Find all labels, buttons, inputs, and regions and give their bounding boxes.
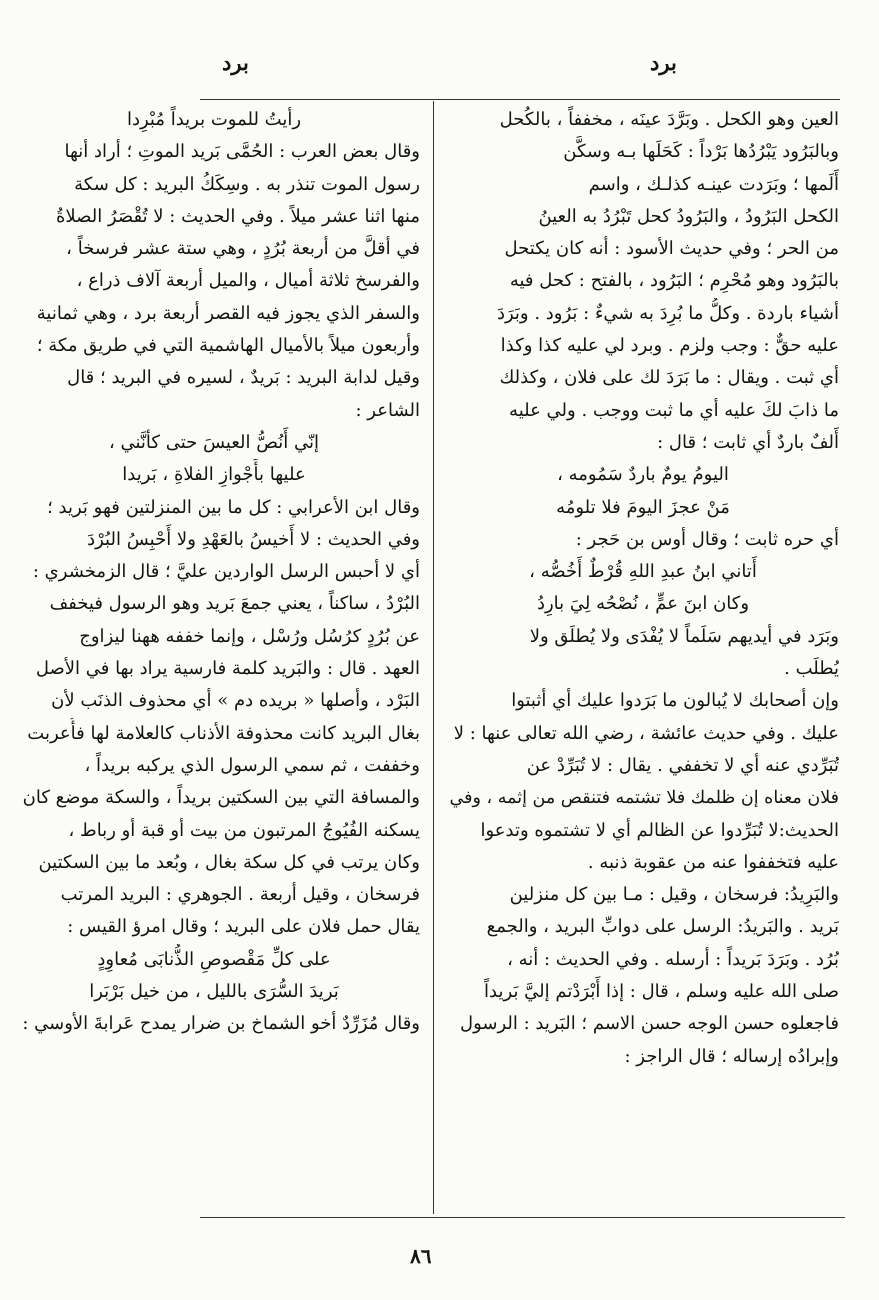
text-line: أي ثبت . ويقال : ما بَرَدَ لك على فلان ، وكذلك: [499, 367, 839, 389]
text-line: أي لا أحبس الرسل الواردين عليَّ ؛ قال الزمخشري :: [32, 561, 420, 583]
text-line: فاجعلوه حسن الوجه حسن الاسم ؛ البَريد : الرسول: [460, 1013, 839, 1035]
text-line: أي حره ثابت ؛ وقال أوس بن حَجر :: [575, 528, 839, 550]
text-line: العين وهو الكحل . وبَرَّدَ عينَه ، مخففاً ، بالكُحل: [499, 109, 839, 130]
text-line: عليه فتخففوا عنه من عقوبة ذنبه .: [587, 851, 839, 873]
text-line: وخففت ، ثم سمي الرسول الذي يركبه بريداً ،: [84, 754, 420, 776]
text-line: وقال مُزَرِّدٌ أخو الشماخ بن ضرار يمدح عَرابةَ الأوسي :: [22, 1013, 420, 1035]
text-line: بغال البريد كانت محذوفة الأذناب كالعلامة لها فأُعربت: [27, 722, 420, 744]
text-line: عن بُرُدٍ كرُسُل ورُسْل ، وإنما خففه ههنا ليزاوج: [79, 625, 420, 647]
verse-line: رأيتُ للموت بريداً مُبْرِدا: [126, 109, 302, 130]
text-line: رسول الموت تنذر به . وسِكَكُ البريد : كل سكة: [74, 173, 420, 195]
text-line: والبَرِيدُ: فرسخان ، وقيل : مـا بين كل منزلين: [509, 884, 839, 906]
top-rule: [200, 99, 840, 100]
text-line: وكان يرتب في كل سكة بغال ، وبُعد ما بين السكتين: [38, 851, 420, 873]
text-line: وقال ابن الأعرابي : كل ما بين المنزلتين فهو بَريد ؛: [47, 496, 420, 518]
text-line: وإبرادُه إرساله ؛ قال الراجز :: [624, 1045, 839, 1067]
text-line: يسكنه الفُيُوجُ المرتبون من بيت أو قبة أو رباط ،: [68, 819, 420, 841]
text-line: عليه حقٌّ : وجب ولزم . وبرد لي عليه كذا وكذا: [500, 335, 839, 357]
text-line: البَرْد ، وأصلها « بريده دم » أي محذوف الذنَب لأن: [51, 690, 420, 712]
text-line: يقال حمل فلان على البريد ؛ وقال امرؤ القيس :: [67, 916, 420, 938]
column-divider: [433, 101, 434, 1214]
text-line: عليك . وفي حديث عائشة ، رضي الله تعالى عنها : لا: [453, 722, 839, 744]
page-number: ٨٦: [410, 1244, 432, 1268]
text-line: الشاعر :: [355, 399, 420, 421]
text-line: بَريد . والبَريدُ: الرسل على دوابِّ البريد ، والجمع: [486, 916, 839, 938]
text-line: وبالبَرُود يَبْرُدُها بَرْداً : كَحَلَها بـه وسكَّن: [563, 141, 839, 163]
text-line: الكحل البَرُودُ ، والبَرُودُ كحل تَبْرُدُ به العينُ: [538, 205, 839, 227]
verse-line: أَتاني ابنُ عبدِ اللهِ قُرْطٌ أَخُصُّه ،: [529, 561, 757, 583]
text-line: وبَرَد في أيديهم سَلَماً لا يُفْدَى ولا يُطلَق ولا: [529, 625, 839, 647]
text-line: وإن أصحابك لا يُبالون ما بَرَدوا عليك أي أثبتوا: [511, 690, 839, 712]
text-line: وقال بعض العرب : الحُمَّى بَريد الموتِ ؛ أراد أنها: [64, 141, 420, 163]
text-line: بالبَرُود وهو مُحْرِم ؛ البَرُود ، بالفتح : كحل فيه: [509, 270, 839, 292]
text-line: تُبَرِّدي عنه أي لا تخففي . يقال : لا تُبَرِّدْ عن: [526, 754, 839, 776]
text-line: وفي الحديث : لا أَخيسُ بالعَهْدِ ولا أَحْبِسُ البُرْدَ: [87, 528, 420, 550]
verse-line: وكان ابنَ عمٍّ ، نُصْحُه لِيَ بارِدُ: [536, 593, 750, 615]
text-line: يُطلَب .: [784, 658, 839, 680]
text-line: وقيل لدابة البريد : بَريدٌ ، لسيره في البريد ؛ قال: [67, 367, 420, 389]
text-line: العهد . قال : والبَريد كلمة فارسية يراد بها في الأصل: [35, 658, 420, 680]
text-line: ما ذابَ لكَ عليه أي ما ثبت ووجب . ولي عليه: [509, 399, 839, 421]
verse-line: عليها بأَجْوازِ الفلاةِ ، بَريدا: [122, 464, 306, 486]
text-line: أشياء باردة . وكلُّ ما بُرِدَ به شيءٌ : بَرُود . وبَرَدَ: [496, 302, 839, 324]
text-line: بُرُد . وبَرَدَ بَريداً : أرسله . وفي الحديث : أنه ،: [507, 948, 839, 970]
verse-line: بَريدَ السُّرَى بالليل ، من خيل بَرْبَرا: [89, 981, 339, 1003]
running-head-right: برد: [650, 50, 677, 75]
text-line: أَلَمها ؛ وبَرَدت عينـه كذلـك ، واسم: [588, 173, 839, 195]
text-line: من الحر ؛ وفي حديث الأسود : أنه كان يكتحل: [504, 238, 839, 260]
text-line: منها اثنا عشر ميلاً . وفي الحديث : لا تُقْصَرُ الصلاةُ: [55, 205, 420, 227]
verse-line: مَنْ عجزَ اليومَ فلا تلومُه: [556, 496, 730, 518]
text-line: والمسافة التي بين السكتين بريداً ، والسكة موضع كان: [22, 787, 420, 809]
text-line: فلان معناه إن ظلمك فلا تشتمه فتنقص من إثمه ، وفي: [449, 788, 839, 809]
running-head-left: برد: [222, 50, 249, 75]
verse-line: إنّي أَنُصُّ العيسَ حتى كأنَّني ،: [108, 431, 320, 453]
text-line: البُرْدُ ، ساكناً ، يعني جمعَ بَريد وهو الرسول فيخفف: [49, 593, 420, 615]
left-column: [8, 104, 420, 1041]
text-line: فرسخان ، وقيل أربعة . الجوهري : البريد المرتب: [60, 884, 420, 906]
bottom-rule: [200, 1217, 845, 1218]
text-line: والفرسخ ثلاثة أميال ، والميل أربعة آلاف ذراع ،: [76, 270, 420, 292]
text-line: أَلفٌ باردٌ أي ثابت ؛ قال :: [657, 431, 839, 453]
text-line: في أقلَّ من أربعة بُرُدٍ ، وهي ستة عشر فرسخاً ،: [66, 238, 420, 260]
right-column: [447, 104, 839, 1073]
text-line: الحديث:لا تُبَرِّدوا عن الظالم أي لا تشتموه وتدعوا: [480, 819, 839, 841]
verse-line: على كلِّ مَقْصوصِ الذُّنابَى مُعاوِدٍ: [97, 948, 331, 970]
text-line: صلى الله عليه وسلم ، قال : إذا أَبْرَدْتم إليَّ بَريداً: [484, 981, 839, 1003]
text-line: والسفر الذي يجوز فيه القصر أربعة برد ، وهي ثمانية: [36, 302, 420, 324]
text-line: وأربعون ميلاً بالأميال الهاشمية التي في طريق مكة ؛: [36, 335, 420, 357]
verse-line: اليومُ يومٌ باردٌ سَمُومه ،: [557, 464, 729, 486]
